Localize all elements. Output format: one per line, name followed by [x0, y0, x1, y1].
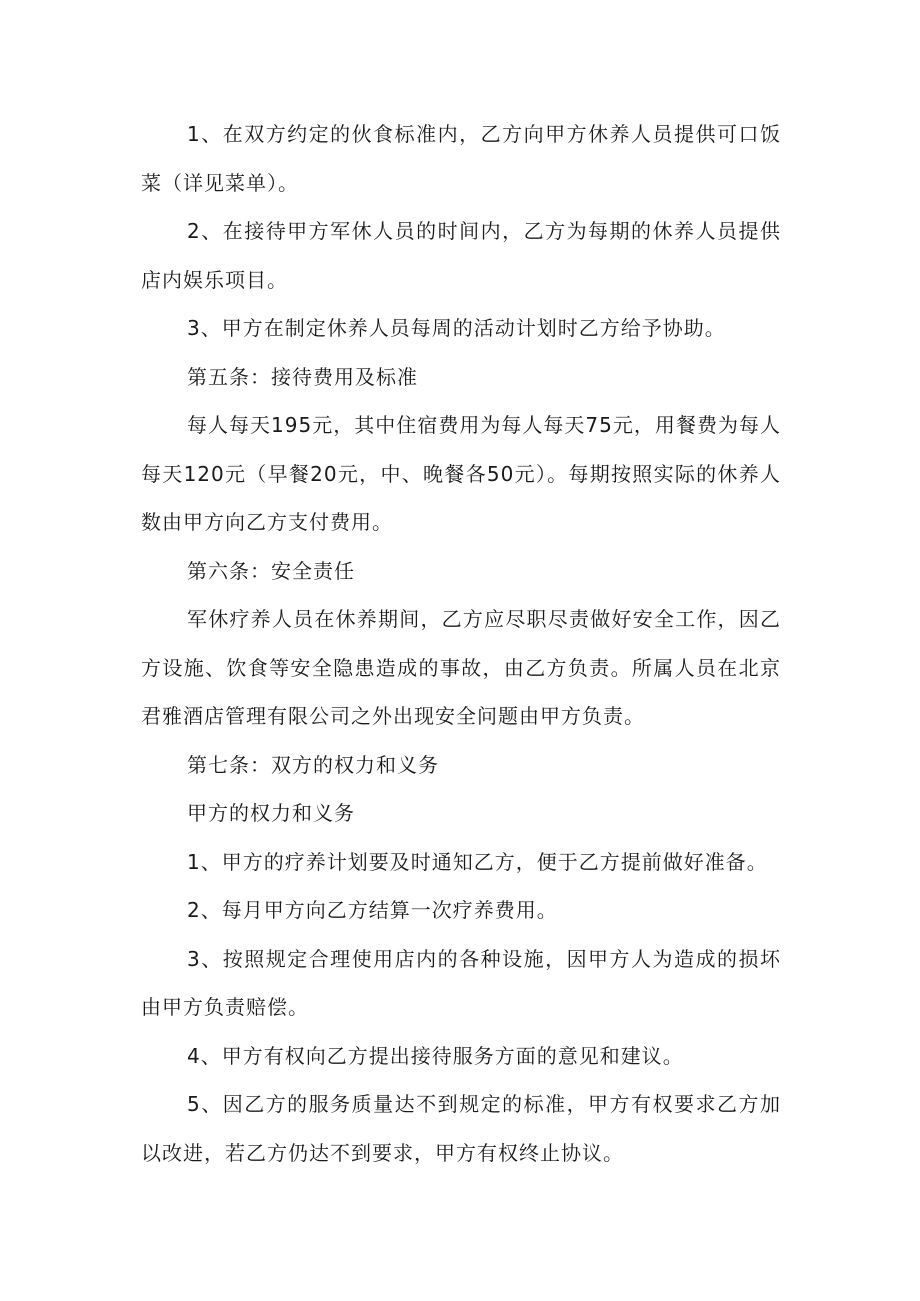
party-a-item-3: 3、按照规定合理使用店内的各种设施，因甲方人为造成的损坏由甲方负责赔偿。 [141, 946, 781, 1019]
document-body [141, 110, 781, 1177]
party-a-subheading: 甲方的权力和义务 [187, 801, 355, 825]
article-6-body: 军休疗养人员在休养期间，乙方应尽职尽责做好安全工作，因乙方设施、饮食等安全隐患造成的事故，由乙方负责。所属人员在北京君雅酒店管理有限公司之外出现安全问题由甲方负责。 [141, 607, 781, 728]
clause-item-2: 2、在接待甲方军休人员的时间内，乙方为每期的休养人员提供店内娱乐项目。 [141, 219, 781, 292]
article-6-heading: 第六条：安全责任 [187, 558, 355, 583]
clause-item-3: 3、甲方在制定休养人员每周的活动计划时乙方给予协助。 [187, 316, 726, 340]
article-5-body: 每人每天195元，其中住宿费用为每人每天75元，用餐费为每人每天120元（早餐20元，中、晚餐各50元）。每期按照实际的休养人数由甲方向乙方支付费用。 [141, 413, 781, 534]
article-5-heading: 第五条：接待费用及标准 [187, 364, 418, 389]
party-a-item-1: 1、甲方的疗养计划要及时通知乙方，便于乙方提前做好准备。 [187, 849, 768, 874]
party-a-item-4: 4、甲方有权向乙方提出接待服务方面的意见和建议。 [187, 1043, 684, 1068]
article-7-heading: 第七条：双方的权力和义务 [187, 752, 439, 777]
party-a-item-2: 2、每月甲方向乙方结算一次疗养费用。 [187, 898, 558, 922]
clause-item-1: 1、在双方约定的伙食标准内，乙方向甲方休养人员提供可口饭菜（详见菜单）。 [141, 122, 781, 195]
party-a-item-5: 5、因乙方的服务质量达不到规定的标准，甲方有权要求乙方加以改进，若乙方仍达不到要求，甲方有权终止协议。 [141, 1092, 781, 1165]
